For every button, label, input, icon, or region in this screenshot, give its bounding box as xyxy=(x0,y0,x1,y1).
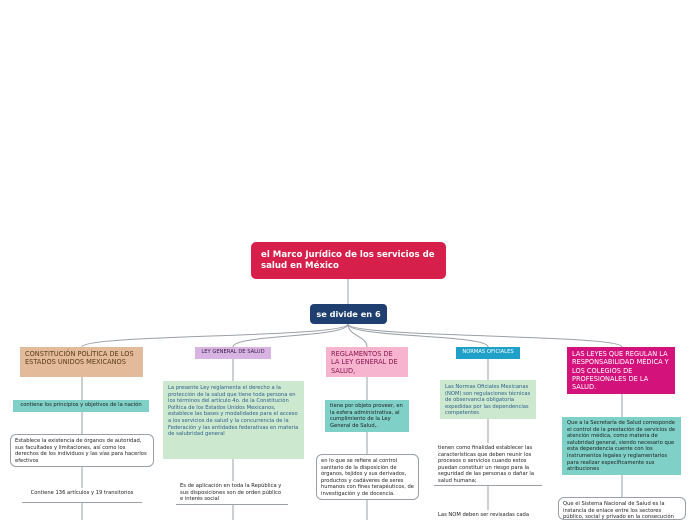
branch-normas[interactable]: NORMAS OFICIALES xyxy=(456,347,520,359)
normas-nom[interactable]: Las Normas Oficiales Mexicanas (NOM) son regulaciones técnicas de observancia obligatoria expedidas por las dependencias competentes xyxy=(440,380,536,419)
leyes-sistema[interactable]: Que el Sistema Nacional de Salud es la instancia de enlace entre los sectores público, social y privado en la consecución xyxy=(558,497,686,520)
reglamentos-objeto[interactable]: tiene por objeto proveer, en la esfera administrativa, al cumplimiento de la Ley General de Salud,. xyxy=(325,400,409,432)
constitucion-organos[interactable]: Establece la existencia de órganos de autoridad, sus facultades y limitaciones, así como los derechos de los individuos y las vías para hacerlos efectivos xyxy=(10,434,154,467)
branch-reglamentos[interactable]: REGLAMENTOS DE LA LEY GENERAL DE SALUD, xyxy=(326,347,408,377)
branch-ley-general[interactable]: LEY GENERAL DE SALUD xyxy=(195,347,271,359)
root-topic[interactable]: el Marco Jurídico de los servicios de salud en México xyxy=(251,242,446,279)
reglamentos-control[interactable]: en lo que se refiere al control sanitario de la disposición de órganos, tejidos y sus derivados, productos y cadáveres de seres humanos con fines terapéuticos, de investigación y de docencia. xyxy=(316,454,419,500)
hub-topic[interactable]: se divide en 6 xyxy=(310,304,387,324)
normas-finalidad[interactable]: tienen como finalidad establecer las características que deben reunir los procesos o servicios cuando estos puedan constituir un riesgo para la seguridad de las personas o dañar la salud humana; xyxy=(434,443,542,486)
ley-general-reglamenta[interactable]: La presente Ley reglamenta el derecho a la protección de la salud que tiene toda persona en los términos del artículo 4o. de la Constitución Política de los Estados Unidos Mexicanos, establece las bases y modalidades para el acceso a los servicios de salud y la concurrencia de la Federación y las entidades federativas en materia de salubridad general xyxy=(163,381,304,459)
normas-revision[interactable]: Las NOM deben ser revisadas cada xyxy=(438,512,530,518)
leyes-secretaria[interactable]: Que a la Secretaría de Salud corresponde el control de la prestación de servicios de atención médica, como materia de salubridad general, siendo necesario que esta dependencia cuente con los instrumentos legales y reglamentarios para realizar específicamente sus atribuciones xyxy=(562,417,681,475)
ley-general-aplicacion[interactable]: Es de aplicación en toda la República y sus disposiciones son de orden público e interés social xyxy=(176,481,288,505)
branch-constitucion[interactable]: CONSTITUCIÓN POLÍTICA DE LOS ESTADOS UNIDOS MEXICANOS xyxy=(20,347,143,377)
branch-leyes[interactable]: LAS LEYES QUE REGULAN LA RESPONSABILIDAD MÉDICA Y LOS COLEGIOS DE PROFESIONALES DE LA SALUD. xyxy=(567,347,675,394)
constitucion-articulos[interactable]: Contiene 136 artículos y 19 transitorios xyxy=(22,488,142,503)
constitucion-principios[interactable]: contiene los principios y objetivos de la nación xyxy=(13,400,149,412)
